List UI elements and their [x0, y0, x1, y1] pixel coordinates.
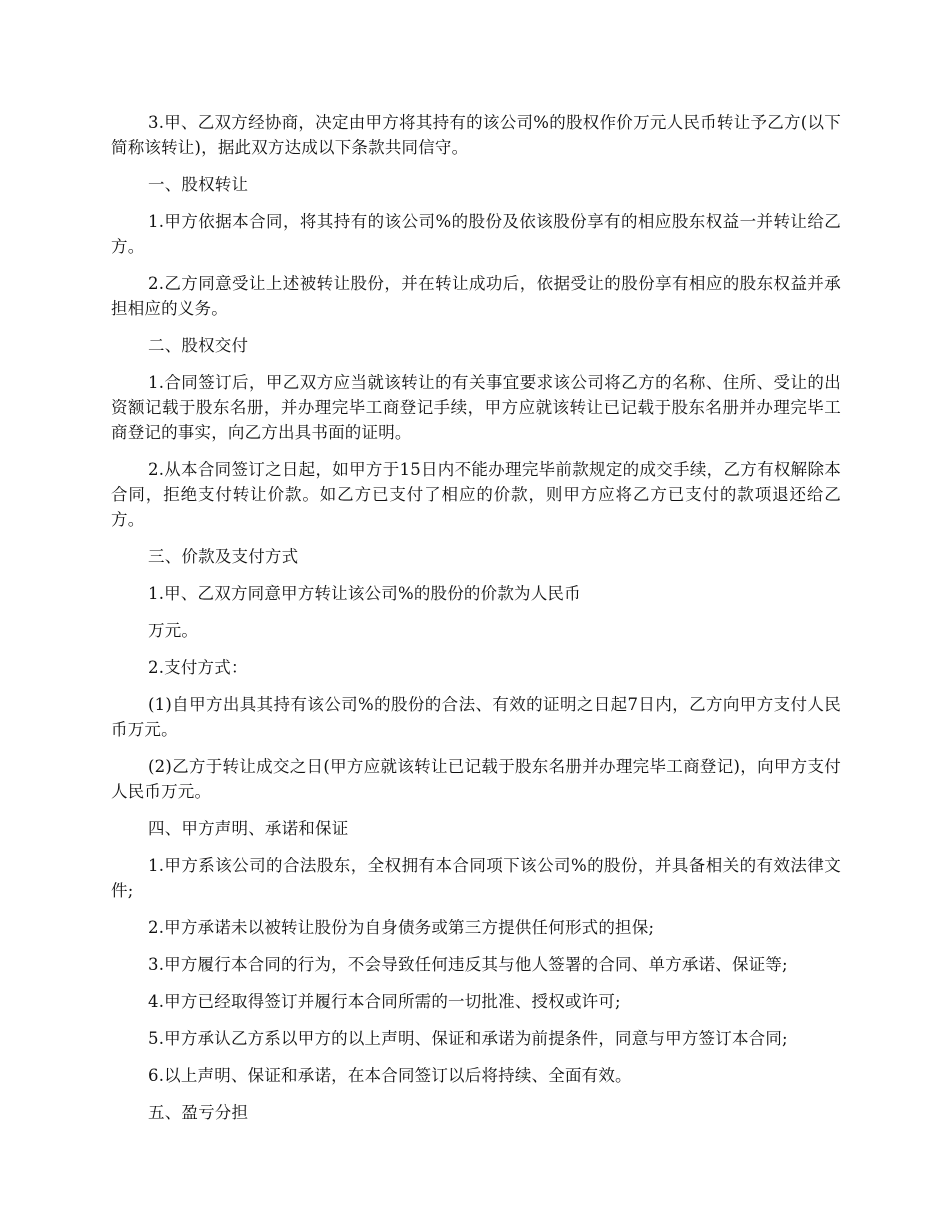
paragraph-clause-1-2: 2.乙方同意受让上述被转让股份，并在转让成功后，依据受让的股份享有相应的股东权益并承担相应的义务。	[111, 274, 841, 318]
paragraph-clause-4-1: 1.甲方系该公司的合法股东，全权拥有本合同项下该公司%的股份，并具备相关的有效法律文件;	[111, 856, 841, 900]
paragraph-clause-4-5: 5.甲方承认乙方系以甲方的以上声明、保证和承诺为前提条件，同意与甲方签订本合同;	[148, 1029, 788, 1048]
paragraph-clause-3-1: 1.甲、乙双方同意甲方转让该公司%的股份的价款为人民币	[148, 584, 581, 603]
paragraph-clause-4-6: 6.以上声明、保证和承诺，在本合同签订以后将持续、全面有效。	[148, 1066, 632, 1085]
paragraph-clause-1-1: 1.甲方依据本合同，将其持有的该公司%的股份及依该股份享有的相应股东权益一并转让给乙方。	[111, 212, 841, 256]
paragraph-clause-4-2: 2.甲方承诺未以被转让股份为自身债务或第三方提供任何形式的担保;	[148, 918, 655, 937]
section-heading-equity-delivery: 二、股权交付	[148, 336, 249, 355]
section-heading-price-payment: 三、价款及支付方式	[148, 547, 299, 566]
section-heading-party-a-warranties: 四、甲方声明、承诺和保证	[148, 819, 349, 838]
paragraph-clause-2-2: 2.从本合同签订之日起，如甲方于15日内不能办理完毕前款规定的成交手续，乙方有权解除本合同，拒绝支付转让价款。如乙方已支付了相应的价款，则甲方应将乙方已支付的款项退还给乙方。	[111, 460, 841, 529]
paragraph-clause-3-1-amount: 万元。	[148, 621, 199, 640]
paragraph-clause-4-4: 4.甲方已经取得签订并履行本合同所需的一切批准、授权或许可;	[148, 992, 621, 1011]
paragraph-transfer-intro: 3.甲、乙双方经协商，决定由甲方将其持有的该公司%的股权作价万元人民币转让予乙方(以下简称该转让)，据此双方达成以下条款共同信守。	[111, 113, 841, 157]
paragraph-clause-2-1: 1.合同签订后，甲乙双方应当就该转让的有关事宜要求该公司将乙方的名称、住所、受让的出资额记载于股东名册，并办理完毕工商登记手续，甲方应就该转让已记载于股东名册并办理完毕工商登记的事实，向乙方出具书面的证明。	[111, 373, 841, 442]
paragraph-clause-3-2-2: (2)乙方于转让成交之日(甲方应就该转让已记载于股东名册并办理完毕工商登记)，向甲方支付人民币万元。	[111, 757, 841, 801]
document-page	[111, 110, 841, 1137]
paragraph-clause-3-2-1: (1)自甲方出具其持有该公司%的股份的合法、有效的证明之日起7日内，乙方向甲方支付人民币万元。	[111, 695, 841, 739]
section-heading-profit-loss: 五、盈亏分担	[148, 1103, 249, 1122]
paragraph-clause-4-3: 3.甲方履行本合同的行为，不会导致任何违反其与他人签署的合同、单方承诺、保证等;	[148, 955, 788, 974]
section-heading-equity-transfer: 一、股权转让	[148, 175, 249, 194]
paragraph-clause-3-2: 2.支付方式：	[148, 658, 248, 677]
